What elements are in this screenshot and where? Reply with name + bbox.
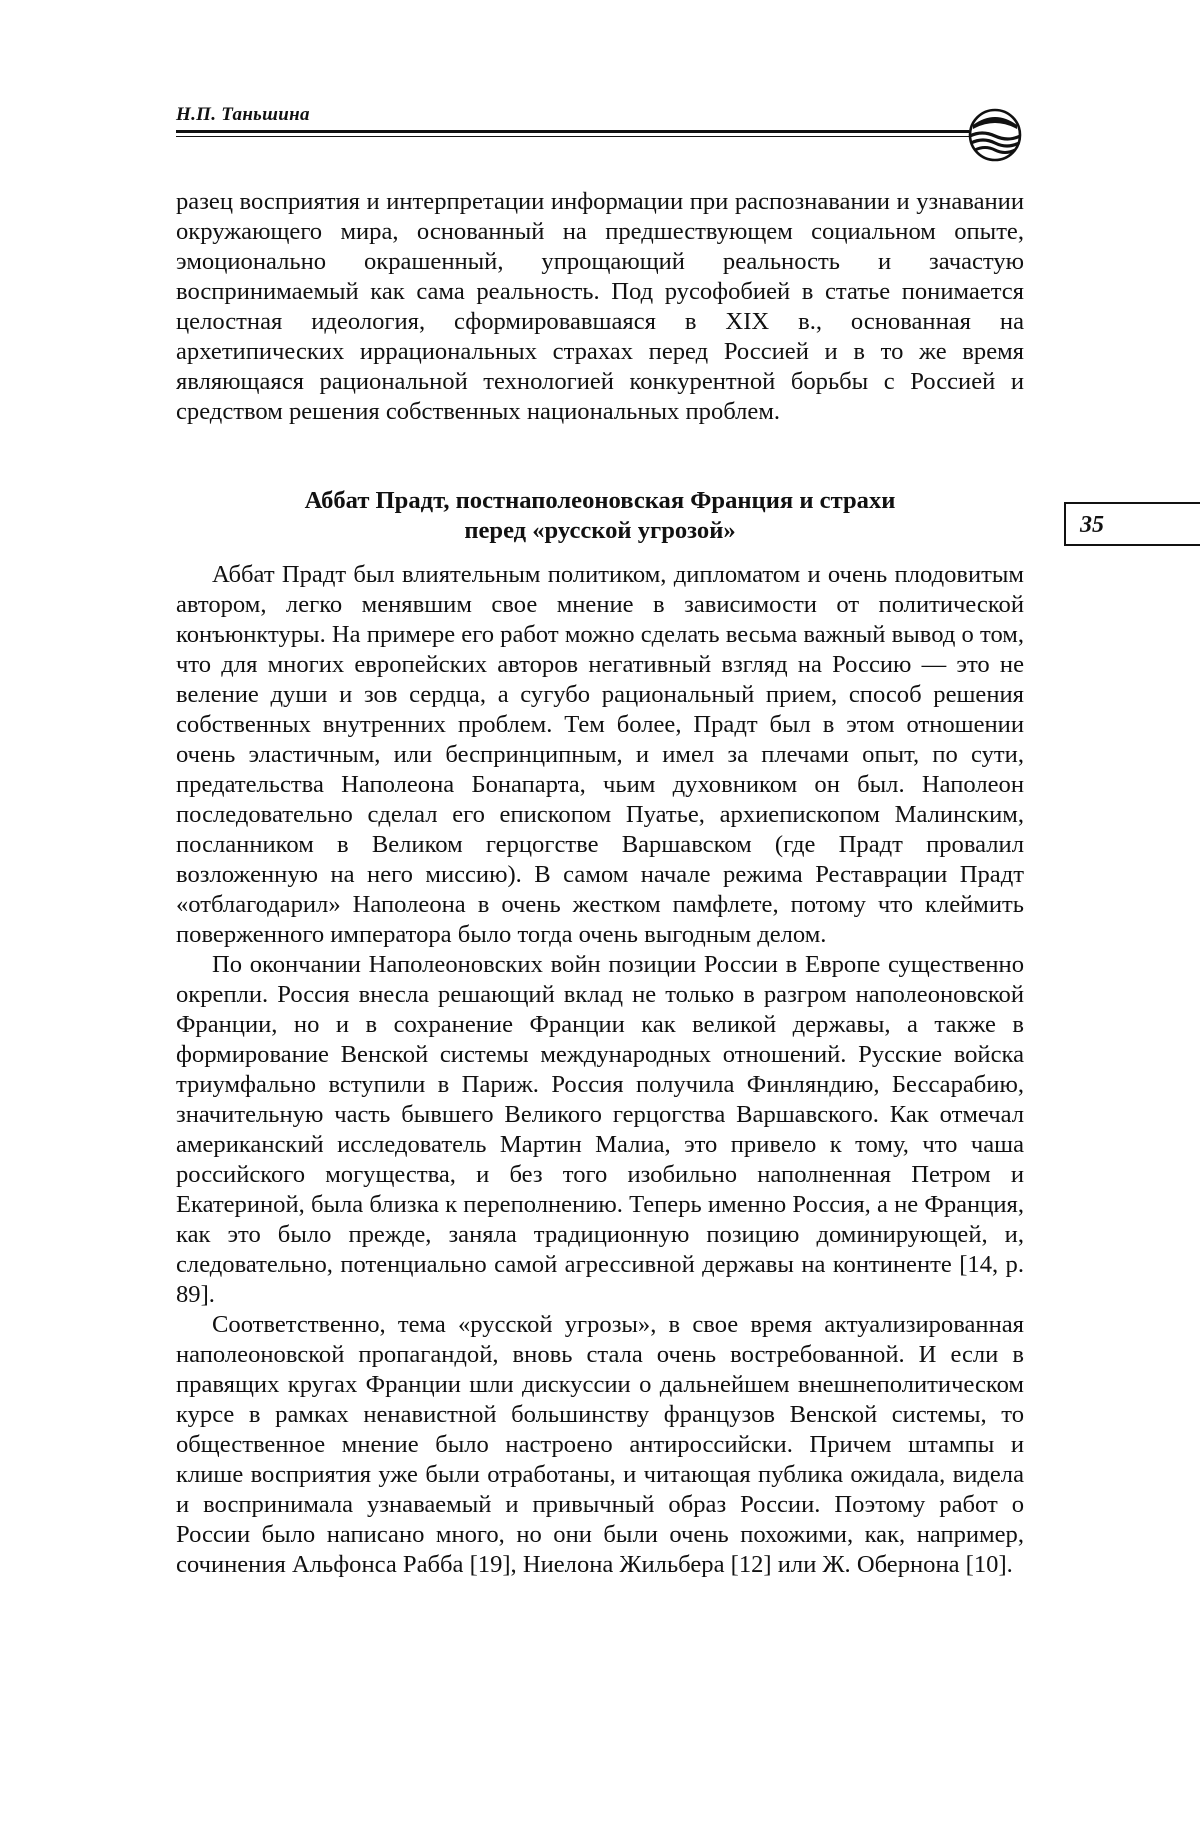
section-heading (176, 486, 1024, 546)
section-heading-line-2: перед «русской угрозой» (464, 517, 736, 544)
body-paragraph: По окончании Наполеоновских войн позиции России в Европе существенно окрепли. Россия внесла решающий вклад не только в разгром наполеоновской Франции, но и в сохранение Франции как великой державы, а также в формирование Венской системы международных отношений. Русские войска триумфально вступили в Париж. Россия получила Финляндию, Бессарабию, значительную часть бывшего Великого герцогства Варшавского. Как отмечал американский исследователь Мартин Малиа, это привело к тому, что чаша российского могущества, и без того изобильно наполненная Петром и Екатериной, была близка к переполнению. Теперь именно Россия, а не Франция, как это было прежде, заняла традиционную позицию доминирующей, и, следовательно, потенциально самой агрессивной державы на континенте [14, p. 89]. (176, 951, 1024, 1308)
section-heading-line-1: Аббат Прадт, постнаполеоновская Франция и страхи (304, 487, 896, 514)
page-number: 35 (1080, 512, 1104, 538)
body-paragraph: Аббат Прадт был влиятельным политиком, дипломатом и очень плодовитым автором, легко менявшим свое мнение в зависимости от политической конъюнктуры. На примере его работ можно сделать весьма важный вывод о том, что для многих европейских авторов негативный взгляд на Россию — это не веление души и зов сердца, а сугубо рациональный прием, способ решения собственных внутренних проблем. Тем более, Прадт был в этом отношении очень эластичным, или беспринципным, и имел за плечами опыт, по сути, предательства Наполеона Бонапарта, чьим духовником он был. Наполеон последовательно сделал его епископом Пуатье, архиепископом Малинским, посланником в Великом герцогстве Варшавском (где Прадт провалил возложенную на него миссию). В самом начале режима Реставрации Прадт «отблагодарил» Наполеона в очень жестком памфлете, потому что клеймить поверженного императора было тогда очень выгодным делом. (176, 561, 1024, 948)
running-head-author: Н.П. Таньшина (176, 104, 310, 125)
journal-wave-logo-icon (964, 107, 1026, 163)
body-paragraph: Соответственно, тема «русской угрозы», в свое время актуализированная наполеоновской пропагандой, вновь стала очень востребованной. И если в правящих кругах Франции шли дискуссии о дальнейшем внешнеполитическом курсе в рамках ненавистной большинству французов Венской системы, то общественное мнение было настроено антироссийски. Причем штампы и клише восприятия уже были отработаны, и читающая публика ожидала, видела и воспринимала узнаваемый и привычный образ России. Поэтому работ о России было написано много, но они были очень похожими, как, например, сочинения Альфонса Рабба [19], Ниелона Жильбера [12] или Ж. Обернона [10]. (176, 1311, 1024, 1578)
header-rule-thin (176, 136, 969, 137)
continuation-paragraph: разец восприятия и интерпретации информации при распознавании и узнавании окружающего мира, основанный на предшествующем социальном опыте, эмоционально окрашенный, упрощающий реальность и зачастую воспринимаемый как сама реальность. Под русофобией в статье понимается целостная идеология, сформировавшаяся в XIX в., основанная на архетипических иррациональных страхах перед Россией и в то же время являющаяся рациональной технологией конкурентной борьбы с Россией и средством решения собственных национальных проблем. (176, 188, 1024, 425)
continuation-text (176, 187, 1024, 427)
page-number-tab (1064, 502, 1200, 546)
section-body (176, 560, 1024, 1580)
header-rule-thick (176, 130, 969, 133)
